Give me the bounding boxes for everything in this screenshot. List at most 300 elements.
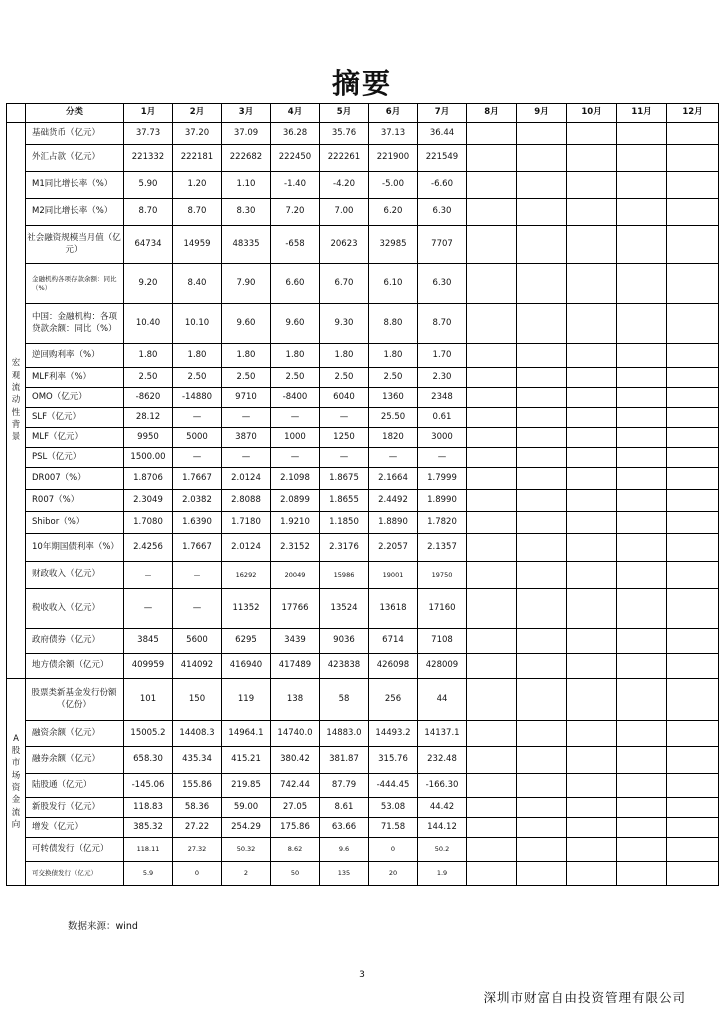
table-cell: 315.76 xyxy=(369,747,418,774)
table-cell: 15005.2 xyxy=(124,721,173,747)
table-cell xyxy=(617,862,667,886)
table-cell xyxy=(517,747,567,774)
table-cell: 9.6 xyxy=(320,838,369,862)
table-row xyxy=(7,798,719,818)
table-cell: -658 xyxy=(271,226,320,264)
table-cell xyxy=(617,172,667,199)
table-cell: 1360 xyxy=(369,388,418,408)
table-cell: 1.7180 xyxy=(222,512,271,534)
table-cell: 135 xyxy=(320,862,369,886)
table-cell xyxy=(517,774,567,798)
table-cell xyxy=(617,679,667,721)
table-cell: 2348 xyxy=(418,388,467,408)
table-cell: -166.30 xyxy=(418,774,467,798)
table-cell: 14959 xyxy=(173,226,222,264)
table-cell: 44.42 xyxy=(418,798,467,818)
table-cell: -5.00 xyxy=(369,172,418,199)
table-cell: 50.32 xyxy=(222,838,271,862)
row-label: 新股发行（亿元） xyxy=(26,798,124,818)
table-cell xyxy=(617,226,667,264)
table-row xyxy=(7,304,719,344)
table-cell: 35.76 xyxy=(320,123,369,145)
table-cell xyxy=(517,862,567,886)
table-cell: 32985 xyxy=(369,226,418,264)
table-cell xyxy=(617,264,667,304)
table-cell: 1.20 xyxy=(173,172,222,199)
table-cell: 5.90 xyxy=(124,172,173,199)
table-cell xyxy=(567,468,617,490)
table-cell xyxy=(667,304,719,344)
row-label: 股票类新基金发行份额（亿份） xyxy=(26,679,124,721)
table-cell xyxy=(567,747,617,774)
table-cell: 27.22 xyxy=(173,818,222,838)
table-cell: 6295 xyxy=(222,629,271,654)
table-cell xyxy=(467,818,517,838)
table-cell: 5.9 xyxy=(124,862,173,886)
header-month: 12月 xyxy=(667,104,719,123)
table-cell: 2.3152 xyxy=(271,534,320,562)
table-cell: 417489 xyxy=(271,654,320,679)
table-cell: 1.8655 xyxy=(320,490,369,512)
table-row xyxy=(7,490,719,512)
table-cell: 381.87 xyxy=(320,747,369,774)
table-row xyxy=(7,774,719,798)
table-cell xyxy=(617,798,667,818)
table-cell: 222450 xyxy=(271,145,320,172)
table-cell: 1.10 xyxy=(222,172,271,199)
row-label: 基础货币（亿元） xyxy=(26,123,124,145)
table-cell: -14880 xyxy=(173,388,222,408)
table-cell: 1.7999 xyxy=(418,468,467,490)
table-cell: 0 xyxy=(173,862,222,886)
table-cell xyxy=(617,534,667,562)
table-cell xyxy=(667,388,719,408)
table-row xyxy=(7,589,719,629)
table-cell xyxy=(667,226,719,264)
table-cell: 11352 xyxy=(222,589,271,629)
header-month: 2月 xyxy=(173,104,222,123)
table-cell xyxy=(467,654,517,679)
table-cell: — xyxy=(320,448,369,468)
table-cell: 2.0124 xyxy=(222,468,271,490)
header-month: 7月 xyxy=(418,104,467,123)
table-cell: — xyxy=(173,562,222,589)
row-label: MLF（亿元） xyxy=(26,428,124,448)
table-cell: 6.20 xyxy=(369,199,418,226)
table-cell xyxy=(667,774,719,798)
table-cell xyxy=(617,721,667,747)
table-cell xyxy=(517,123,567,145)
table-cell xyxy=(467,226,517,264)
table-cell xyxy=(517,490,567,512)
table-cell: 14137.1 xyxy=(418,721,467,747)
table-cell: 9.60 xyxy=(222,304,271,344)
table-cell: 6040 xyxy=(320,388,369,408)
table-cell: 14493.2 xyxy=(369,721,418,747)
table-cell: 58.36 xyxy=(173,798,222,818)
table-cell: 2 xyxy=(222,862,271,886)
table-cell xyxy=(667,172,719,199)
table-cell xyxy=(567,654,617,679)
table-cell xyxy=(617,589,667,629)
table-row xyxy=(7,721,719,747)
table-cell: 2.8088 xyxy=(222,490,271,512)
table-cell: 175.86 xyxy=(271,818,320,838)
table-cell xyxy=(667,468,719,490)
table-cell xyxy=(467,629,517,654)
table-cell: 8.80 xyxy=(369,304,418,344)
table-cell: -4.20 xyxy=(320,172,369,199)
table-cell xyxy=(517,512,567,534)
table-cell xyxy=(467,468,517,490)
table-cell xyxy=(667,629,719,654)
table-cell xyxy=(517,344,567,368)
table-row xyxy=(7,654,719,679)
table-cell: 1.8990 xyxy=(418,490,467,512)
table-cell xyxy=(567,490,617,512)
table-cell: 1.80 xyxy=(271,344,320,368)
table-cell xyxy=(567,388,617,408)
table-cell xyxy=(567,534,617,562)
row-label: 陆股通（亿元） xyxy=(26,774,124,798)
table-cell xyxy=(467,562,517,589)
row-label: M2同比增长率（%） xyxy=(26,199,124,226)
table-cell xyxy=(567,344,617,368)
table-cell xyxy=(517,679,567,721)
table-cell: 48335 xyxy=(222,226,271,264)
table-cell xyxy=(467,344,517,368)
row-label: 税收收入（亿元） xyxy=(26,589,124,629)
table-row xyxy=(7,368,719,388)
table-cell xyxy=(467,145,517,172)
table-cell: 7.20 xyxy=(271,199,320,226)
table-cell: 414092 xyxy=(173,654,222,679)
table-cell xyxy=(667,747,719,774)
table-cell: 14740.0 xyxy=(271,721,320,747)
table-cell: 428009 xyxy=(418,654,467,679)
table-cell xyxy=(517,199,567,226)
table-row xyxy=(7,862,719,886)
table-cell: 17160 xyxy=(418,589,467,629)
table-cell: 1.7820 xyxy=(418,512,467,534)
table-cell: 426098 xyxy=(369,654,418,679)
row-label: 中国：金融机构：各项贷款余额：同比（%） xyxy=(26,304,124,344)
table-cell: 2.50 xyxy=(320,368,369,388)
table-cell xyxy=(567,408,617,428)
table-cell: 37.09 xyxy=(222,123,271,145)
table-cell xyxy=(667,344,719,368)
table-cell xyxy=(517,798,567,818)
group-label xyxy=(7,123,26,679)
table-cell: -1.40 xyxy=(271,172,320,199)
table-cell: 2.4492 xyxy=(369,490,418,512)
table-cell: 16292 xyxy=(222,562,271,589)
row-label: M1同比增长率（%） xyxy=(26,172,124,199)
table-cell: 409959 xyxy=(124,654,173,679)
table-cell xyxy=(617,388,667,408)
table-cell xyxy=(517,264,567,304)
table-row xyxy=(7,226,719,264)
table-cell: 14883.0 xyxy=(320,721,369,747)
table-cell: 10.40 xyxy=(124,304,173,344)
row-label: 逆回购利率（%） xyxy=(26,344,124,368)
table-cell xyxy=(467,798,517,818)
header-month: 1月 xyxy=(124,104,173,123)
table-cell xyxy=(617,654,667,679)
table-cell: 1000 xyxy=(271,428,320,448)
row-label: 可转债发行（亿元） xyxy=(26,838,124,862)
table-cell xyxy=(567,172,617,199)
table-cell: 6.30 xyxy=(418,199,467,226)
table-cell: 19750 xyxy=(418,562,467,589)
table-cell: 8.70 xyxy=(124,199,173,226)
table-cell xyxy=(667,654,719,679)
table-cell xyxy=(667,490,719,512)
table-cell xyxy=(467,838,517,862)
table-cell: 1.80 xyxy=(124,344,173,368)
table-cell: 1.70 xyxy=(418,344,467,368)
table-cell: 27.05 xyxy=(271,798,320,818)
table-cell: 254.29 xyxy=(222,818,271,838)
table-cell: 37.20 xyxy=(173,123,222,145)
table-cell xyxy=(517,534,567,562)
table-cell xyxy=(467,304,517,344)
table-cell xyxy=(617,747,667,774)
table-cell: 25.50 xyxy=(369,408,418,428)
row-label: 增发（亿元） xyxy=(26,818,124,838)
table-cell: — xyxy=(418,448,467,468)
table-cell: 0.61 xyxy=(418,408,467,428)
table-cell xyxy=(567,123,617,145)
table-cell xyxy=(467,774,517,798)
table-cell: 2.0899 xyxy=(271,490,320,512)
row-label: MLF利率（%） xyxy=(26,368,124,388)
table-cell xyxy=(617,629,667,654)
header-month: 6月 xyxy=(369,104,418,123)
table-cell xyxy=(617,448,667,468)
table-cell xyxy=(667,123,719,145)
data-source-note: 数据来源：wind xyxy=(68,921,138,932)
table-cell: — xyxy=(271,408,320,428)
table-cell xyxy=(517,468,567,490)
table-row xyxy=(7,562,719,589)
table-cell xyxy=(567,838,617,862)
table-row xyxy=(7,838,719,862)
table-cell: 53.08 xyxy=(369,798,418,818)
table-cell: 222181 xyxy=(173,145,222,172)
table-cell xyxy=(467,721,517,747)
table-cell: -145.06 xyxy=(124,774,173,798)
table-row xyxy=(7,199,719,226)
table-cell: — xyxy=(173,408,222,428)
table-cell xyxy=(567,862,617,886)
table-cell xyxy=(617,490,667,512)
table-cell: 742.44 xyxy=(271,774,320,798)
table-cell: 222682 xyxy=(222,145,271,172)
table-cell xyxy=(467,172,517,199)
table-cell: 87.79 xyxy=(320,774,369,798)
table-cell xyxy=(467,368,517,388)
table-cell xyxy=(667,589,719,629)
table-cell: 2.50 xyxy=(271,368,320,388)
table-cell: 6.70 xyxy=(320,264,369,304)
table-cell: 385.32 xyxy=(124,818,173,838)
table-cell xyxy=(567,774,617,798)
table-row xyxy=(7,448,719,468)
table-cell: 3000 xyxy=(418,428,467,448)
row-label: 外汇占款（亿元） xyxy=(26,145,124,172)
table-cell xyxy=(467,388,517,408)
table-cell: -8400 xyxy=(271,388,320,408)
group-label xyxy=(7,679,26,886)
table-cell: 119 xyxy=(222,679,271,721)
table-cell xyxy=(667,145,719,172)
header-blank xyxy=(7,104,26,123)
table-cell: 435.34 xyxy=(173,747,222,774)
table-cell xyxy=(517,172,567,199)
table-cell: 37.13 xyxy=(369,123,418,145)
table-cell: 2.4256 xyxy=(124,534,173,562)
table-cell: 150 xyxy=(173,679,222,721)
table-cell xyxy=(517,654,567,679)
table-cell xyxy=(667,448,719,468)
table-cell: 221332 xyxy=(124,145,173,172)
table-cell: 118.11 xyxy=(124,838,173,862)
table-cell xyxy=(567,448,617,468)
table-row xyxy=(7,534,719,562)
header-month: 8月 xyxy=(467,104,517,123)
table-row xyxy=(7,818,719,838)
table-cell: 9950 xyxy=(124,428,173,448)
table-cell xyxy=(667,721,719,747)
row-label: 融资余额（亿元） xyxy=(26,721,124,747)
table-cell: 1.8675 xyxy=(320,468,369,490)
table-cell: 9036 xyxy=(320,629,369,654)
table-cell xyxy=(617,428,667,448)
table-cell: 219.85 xyxy=(222,774,271,798)
table-cell xyxy=(667,264,719,304)
table-cell: 423838 xyxy=(320,654,369,679)
row-label: 10年期国债利率（%） xyxy=(26,534,124,562)
table-cell: 8.40 xyxy=(173,264,222,304)
table-cell xyxy=(617,512,667,534)
table-cell xyxy=(617,368,667,388)
table-cell xyxy=(517,838,567,862)
table-cell: — xyxy=(369,448,418,468)
table-cell: 2.30 xyxy=(418,368,467,388)
table-row xyxy=(7,388,719,408)
header-month: 11月 xyxy=(617,104,667,123)
group-label-text: 宏观流动性背景 xyxy=(11,358,21,443)
row-label: 政府债券（亿元） xyxy=(26,629,124,654)
table-cell xyxy=(617,344,667,368)
page-title: 摘要 xyxy=(331,67,392,100)
table-cell xyxy=(567,629,617,654)
table-cell xyxy=(467,747,517,774)
row-label: 可交换债发行（亿元） xyxy=(26,862,124,886)
row-label: 金融机构各项存款余额：同比（%） xyxy=(26,264,124,304)
table-cell xyxy=(517,629,567,654)
table-cell xyxy=(667,862,719,886)
header-category: 分类 xyxy=(26,104,124,123)
row-label: R007（%） xyxy=(26,490,124,512)
table-cell: 415.21 xyxy=(222,747,271,774)
header-month: 9月 xyxy=(517,104,567,123)
table-cell: 3870 xyxy=(222,428,271,448)
table-cell xyxy=(567,721,617,747)
table-cell: 59.00 xyxy=(222,798,271,818)
table-cell: -444.45 xyxy=(369,774,418,798)
table-cell: 1.9210 xyxy=(271,512,320,534)
table-cell xyxy=(467,589,517,629)
table-cell: -6.60 xyxy=(418,172,467,199)
table-cell: 1.80 xyxy=(320,344,369,368)
table-cell: 416940 xyxy=(222,654,271,679)
table-cell: 221549 xyxy=(418,145,467,172)
table-row xyxy=(7,629,719,654)
table-cell: 10.10 xyxy=(173,304,222,344)
table-cell: — xyxy=(124,589,173,629)
table-cell: 1.8890 xyxy=(369,512,418,534)
table-cell: -8620 xyxy=(124,388,173,408)
table-cell xyxy=(667,428,719,448)
table-cell: 221900 xyxy=(369,145,418,172)
table-cell xyxy=(517,145,567,172)
table-cell: 1500.00 xyxy=(124,448,173,468)
table-row xyxy=(7,172,719,199)
table-cell xyxy=(667,818,719,838)
table-cell: 2.50 xyxy=(124,368,173,388)
table-cell: 2.0382 xyxy=(173,490,222,512)
table-cell xyxy=(567,818,617,838)
table-cell: 380.42 xyxy=(271,747,320,774)
table-cell: 1.9 xyxy=(418,862,467,886)
table-cell: 36.28 xyxy=(271,123,320,145)
table-cell xyxy=(617,468,667,490)
table-cell: 9710 xyxy=(222,388,271,408)
table-cell xyxy=(567,798,617,818)
table-cell: 3439 xyxy=(271,629,320,654)
table-cell: 20049 xyxy=(271,562,320,589)
table-cell: 8.70 xyxy=(418,304,467,344)
company-name: 深圳市财富自由投资管理有限公司 xyxy=(483,990,686,1005)
table-cell xyxy=(667,838,719,862)
row-label: PSL（亿元） xyxy=(26,448,124,468)
table-cell: 101 xyxy=(124,679,173,721)
table-cell xyxy=(617,199,667,226)
page-number: 3 xyxy=(359,970,365,980)
header-month: 4月 xyxy=(271,104,320,123)
header-month: 10月 xyxy=(567,104,617,123)
table-cell: 8.30 xyxy=(222,199,271,226)
row-label: DR007（%） xyxy=(26,468,124,490)
table-row xyxy=(7,123,719,145)
table-cell xyxy=(517,721,567,747)
table-cell xyxy=(567,199,617,226)
table-cell: 6714 xyxy=(369,629,418,654)
table-cell xyxy=(567,145,617,172)
row-label: 社会融资规模当月值（亿元） xyxy=(26,226,124,264)
table-cell xyxy=(467,862,517,886)
table-cell xyxy=(667,199,719,226)
table-cell: 2.1357 xyxy=(418,534,467,562)
table-cell xyxy=(567,264,617,304)
table-cell: 2.50 xyxy=(173,368,222,388)
table-cell xyxy=(617,774,667,798)
table-cell xyxy=(567,512,617,534)
table-cell: 1820 xyxy=(369,428,418,448)
table-cell xyxy=(567,226,617,264)
